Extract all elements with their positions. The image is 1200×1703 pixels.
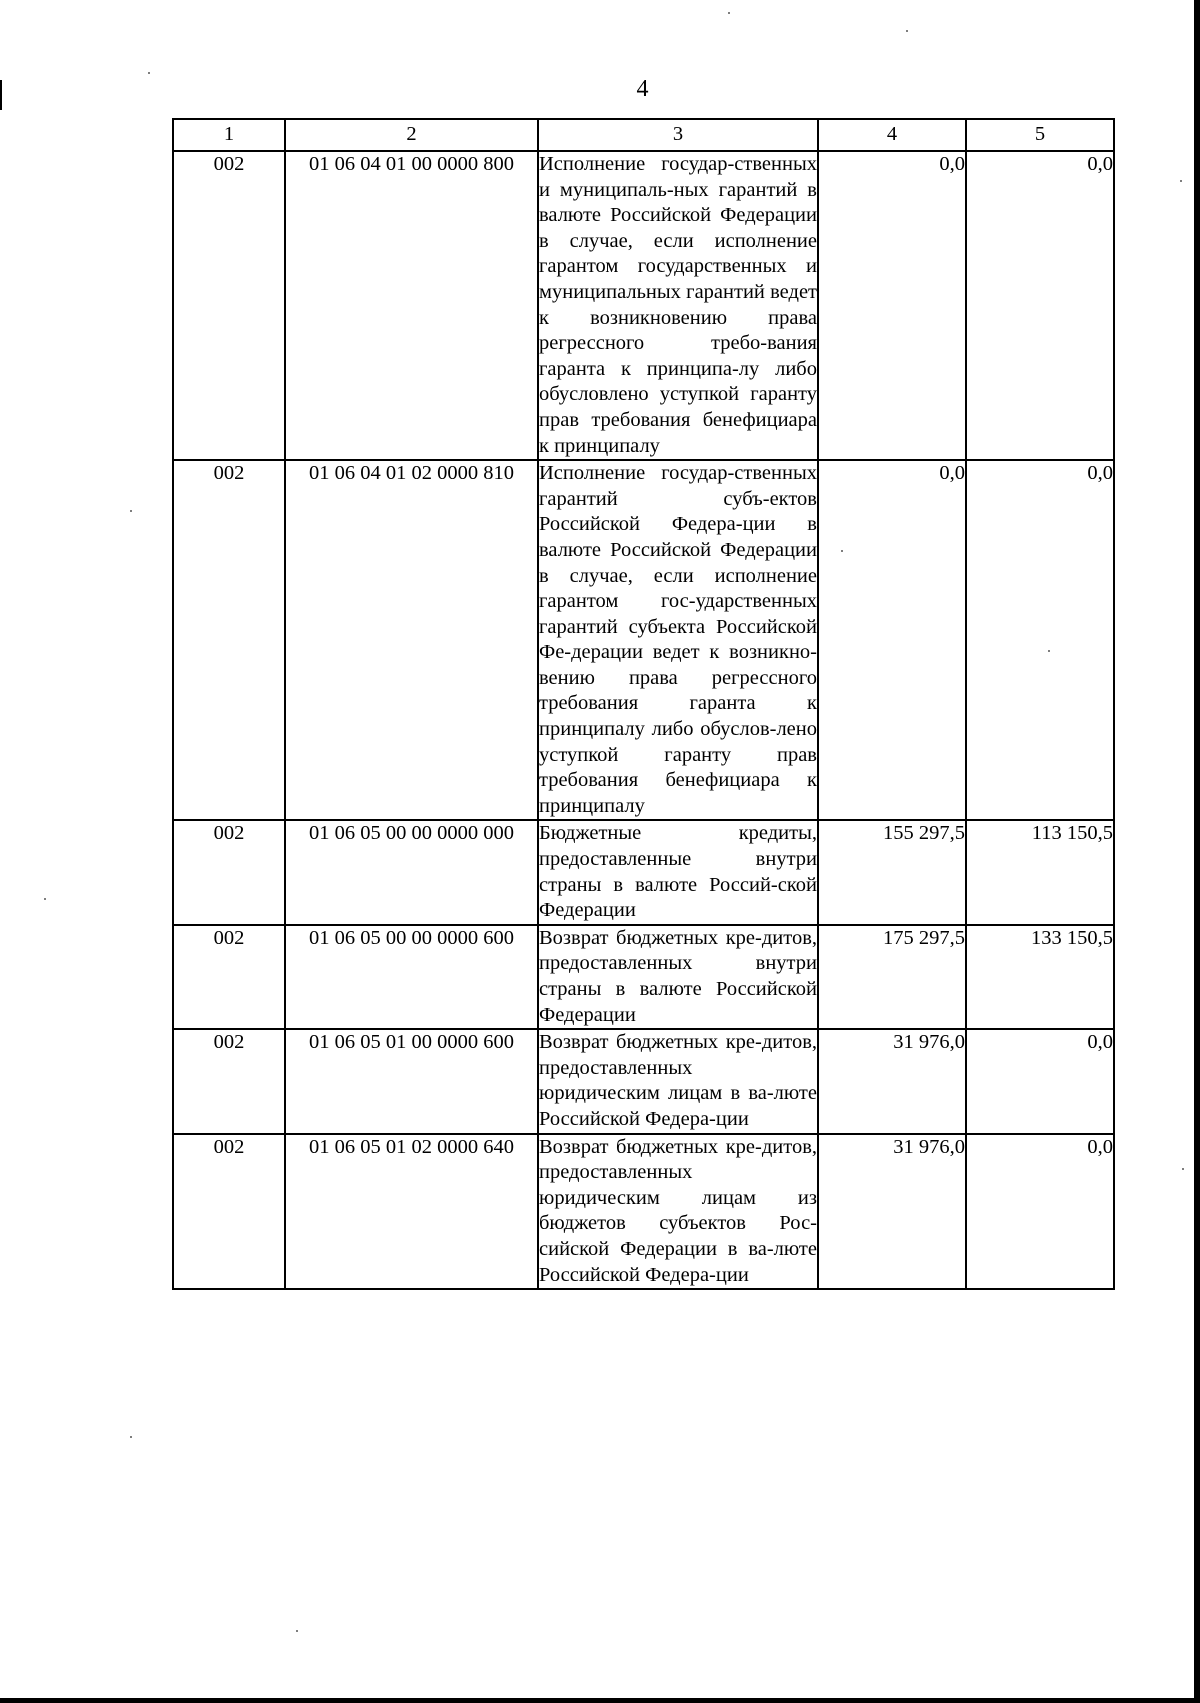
amount-col5-cell: 0,0	[966, 151, 1114, 460]
amount-col4-cell: 155 297,5	[818, 820, 966, 924]
admin-code-cell: 002	[173, 925, 285, 1029]
scan-speck	[296, 1630, 298, 1632]
classification-code-cell: 01 06 04 01 02 0000 810	[285, 460, 538, 820]
budget-sources-table	[172, 118, 1115, 1290]
scan-speck	[44, 898, 46, 900]
classification-code-cell: 01 06 04 01 00 0000 800	[285, 151, 538, 460]
scan-speck	[1182, 1168, 1184, 1170]
table-row	[173, 1029, 1114, 1133]
admin-code-cell: 002	[173, 1029, 285, 1133]
amount-col5-cell: 0,0	[966, 1134, 1114, 1290]
amount-col4-cell: 31 976,0	[818, 1029, 966, 1133]
table-row	[173, 925, 1114, 1029]
description-cell: Возврат бюджетных кре-дитов, предоставленных юридическим лицам в ва-люте Российской Федера-ции	[538, 1029, 818, 1133]
description-cell: Исполнение государ-ственных и муниципаль-ных гарантий в валюте Российской Федерации в случае, если исполнение гарантом государственных и муниципальных гарантий ведет к возникновению права регрессного требо-вания гаранта к принципа-лу либо обусловлено уступкой гаранту прав требования бенефициара к принципалу	[538, 151, 818, 460]
amount-col5-cell: 133 150,5	[966, 925, 1114, 1029]
table-header-row	[173, 119, 1114, 151]
header-col-3: 3	[538, 119, 818, 151]
header-col-4: 4	[818, 119, 966, 151]
scan-speck	[130, 1436, 132, 1438]
scan-speck	[130, 510, 132, 512]
description-cell: Возврат бюджетных кре-дитов, предоставленных внутри страны в валюте Российской Федерации	[538, 925, 818, 1029]
admin-code-cell: 002	[173, 151, 285, 460]
scan-speck	[906, 30, 908, 32]
amount-col5-cell: 0,0	[966, 460, 1114, 820]
classification-code-cell: 01 06 05 01 00 0000 600	[285, 1029, 538, 1133]
page-number: 4	[636, 76, 649, 102]
description-cell: Возврат бюджетных кре-дитов, предоставленных юридическим лицам из бюджетов субъектов Рос-сийской Федерации в ва-люте Российской Федера-ции	[538, 1134, 818, 1290]
scan-speck	[728, 12, 730, 14]
classification-code-cell: 01 06 05 00 00 0000 600	[285, 925, 538, 1029]
amount-col4-cell: 175 297,5	[818, 925, 966, 1029]
admin-code-cell: 002	[173, 1134, 285, 1290]
table-row	[173, 1134, 1114, 1290]
scan-speck	[1180, 180, 1182, 182]
classification-code-cell: 01 06 05 01 02 0000 640	[285, 1134, 538, 1290]
scan-edge-right	[1194, 0, 1200, 1703]
table-row	[173, 460, 1114, 820]
description-cell: Бюджетные кредиты, предоставленные внутри страны в валюте Россий-ской Федерации	[538, 820, 818, 924]
header-col-5: 5	[966, 119, 1114, 151]
table-row	[173, 820, 1114, 924]
classification-code-cell: 01 06 05 00 00 0000 000	[285, 820, 538, 924]
scan-speck	[148, 72, 150, 74]
amount-col5-cell: 0,0	[966, 1029, 1114, 1133]
description-cell: Исполнение государ-ственных гарантий субъ-ектов Российской Федера-ции в валюте Российской Федерации в случае, если исполнение гарантом гос-ударственных гарантий субъекта Российской Фе-дерации ведет к возникно-вению права регрессного требования гаранта к принципалу либо обуслов-лено уступкой гаранту прав требования бенефициара к принципалу	[538, 460, 818, 820]
admin-code-cell: 002	[173, 460, 285, 820]
header-col-1: 1	[173, 119, 285, 151]
table-row	[173, 151, 1114, 460]
header-col-2: 2	[285, 119, 538, 151]
admin-code-cell: 002	[173, 820, 285, 924]
amount-col5-cell: 113 150,5	[966, 820, 1114, 924]
amount-col4-cell: 31 976,0	[818, 1134, 966, 1290]
scan-edge-bottom	[0, 1698, 1200, 1703]
amount-col4-cell: 0,0	[818, 151, 966, 460]
amount-col4-cell: 0,0	[818, 460, 966, 820]
